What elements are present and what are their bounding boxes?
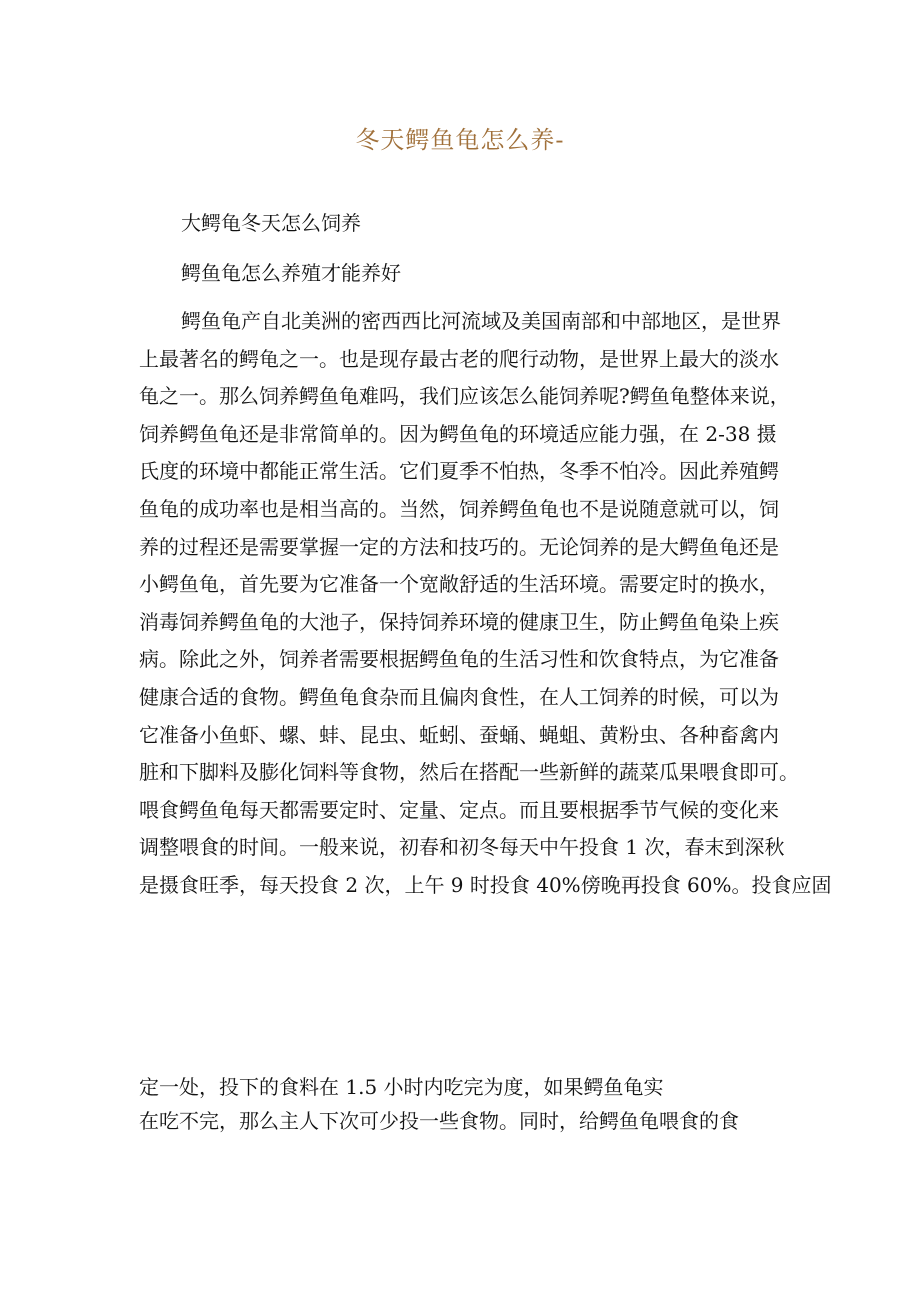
body-paragraph-continued <box>139 1072 819 1140</box>
body-line: 饲养鳄鱼龟还是非常简单的。因为鳄鱼龟的环境适应能力强，在 2-38 摄 <box>139 421 777 446</box>
body-line: 病。除此之外，饲养者需要根据鳄鱼龟的生活习性和饮食特点，为它准备 <box>139 647 779 672</box>
body-line: 上最著名的鳄龟之一。也是现存最古老的爬行动物，是世界上最大的淡水 <box>139 346 779 371</box>
body-paragraph <box>139 306 832 908</box>
body-line: 在吃不完，那么主人下次可少投一些食物。同时，给鳄鱼龟喂食的食 <box>139 1109 739 1133</box>
body-line: 是摄食旺季，每天投食 2 次，上午 9 时投食 40%傍晚再投食 60%。投食应固 <box>139 872 832 897</box>
body-line: 调整喂食的时间。一般来说，初春和初冬每天中午投食 1 次，春末到深秋 <box>139 835 785 860</box>
subheading-winter-care: 大鳄龟冬天怎么饲养 <box>181 211 361 235</box>
body-line: 它准备小鱼虾、螺、蚌、昆虫、蚯蚓、蚕蛹、蝇蛆、黄粉虫、各种畜禽内 <box>139 722 779 747</box>
body-line: 消毒饲养鳄鱼龟的大池子，保持饲养环境的健康卫生，防止鳄鱼龟染上疾 <box>139 609 779 634</box>
body-line: 定一处，投下的食料在 1.5 小时内吃完为度，如果鳄鱼龟实 <box>139 1075 664 1099</box>
body-line: 鳄鱼龟产自北美洲的密西西比河流域及美国南部和中部地区，是世界 <box>181 309 781 333</box>
body-line: 氏度的环境中都能正常生活。它们夏季不怕热，冬季不怕冷。因此养殖鳄 <box>139 459 779 484</box>
page-title: 冬天鳄鱼龟怎么养- <box>355 126 565 154</box>
body-line: 脏和下脚料及膨化饲料等食物，然后在搭配一些新鲜的蔬菜瓜果喂食即可。 <box>139 760 799 785</box>
body-line: 鱼龟的成功率也是相当高的。当然，饲养鳄鱼龟也不是说随意就可以，饲 <box>139 496 779 521</box>
body-line: 小鳄鱼龟，首先要为它准备一个宽敞舒适的生活环境。需要定时的换水， <box>139 572 779 597</box>
body-line: 健康合适的食物。鳄鱼龟食杂而且偏肉食性，在人工饲养的时候，可以为 <box>139 684 779 709</box>
subheading-breeding: 鳄鱼龟怎么养殖才能养好 <box>181 261 401 285</box>
body-line: 喂食鳄鱼龟每天都需要定时、定量、定点。而且要根据季节气候的变化来 <box>139 797 779 822</box>
body-line: 龟之一。那么饲养鳄鱼龟难吗，我们应该怎么能饲养呢?鳄鱼龟整体来说， <box>139 384 790 409</box>
body-line: 养的过程还是需要掌握一定的方法和技巧的。无论饲养的是大鳄鱼龟还是 <box>139 534 779 559</box>
